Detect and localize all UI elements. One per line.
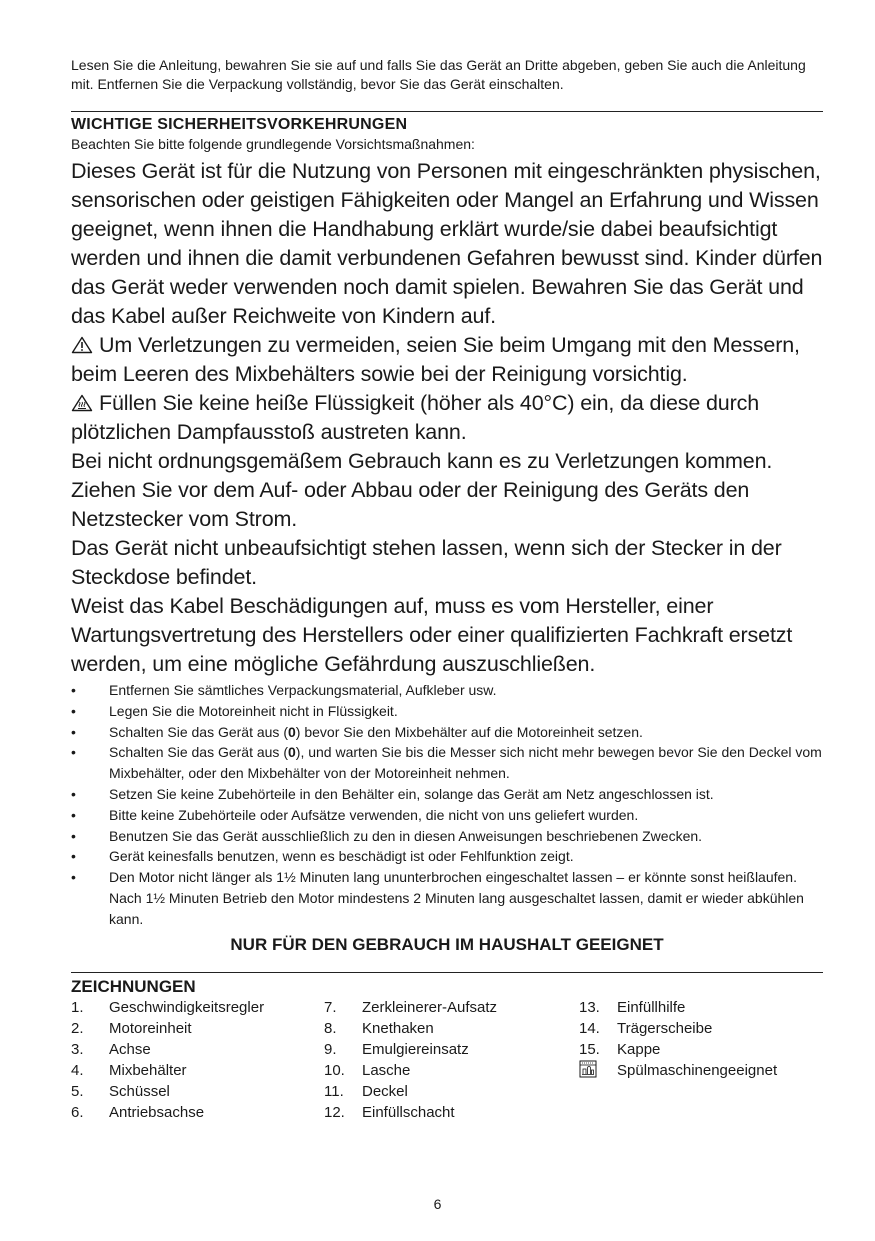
parts-list — [71, 997, 823, 1123]
list-item: 7. Zerkleinerer-Aufsatz — [324, 998, 498, 1016]
list-item: 9. Emulgiereinsatz — [324, 1040, 469, 1058]
parts-column-1 — [71, 997, 324, 1123]
list-item: • Gerät keinesfalls benutzen, wenn es beschädigt ist oder Fehlfunktion zeigt. — [71, 846, 823, 867]
blades-paragraph — [71, 331, 823, 389]
list-item: • Bitte keine Zubehörteile oder Aufsätze verwenden, die nicht von uns geliefert wurden. — [71, 805, 823, 826]
bullet-marker: • — [71, 702, 76, 719]
parts-column-2 — [324, 997, 579, 1123]
bullet-marker: • — [71, 806, 76, 823]
household-only-notice: NUR FÜR DEN GEBRAUCH IM HAUSHALT GEEIGNET — [230, 934, 664, 954]
misuse-paragraph: Bei nicht ordnungsgemäßem Gebrauch kann es zu Verletzungen kommen. — [71, 449, 773, 473]
list-item: 4. Mixbehälter — [71, 1061, 187, 1079]
hot-liquid-paragraph — [71, 389, 823, 447]
list-item: • Entfernen Sie sämtliches Verpackungsmaterial, Aufkleber usw. — [71, 680, 823, 701]
safety-title: WICHTIGE SICHERHEITSVORKEHRUNGEN — [71, 116, 408, 133]
bullet-marker: • — [71, 682, 76, 698]
dishwasher-icon — [579, 1060, 597, 1078]
hot-liquid-text: Füllen Sie keine heiße Flüssigkeit (höher als 40°C) ein, da diese durch plötzlichen Dampfausstoß austreten kann. — [71, 391, 760, 444]
section-divider — [71, 972, 823, 973]
list-item: • Setzen Sie keine Zubehörteile in den Behälter ein, solange das Gerät am Netz angeschlossen ist. — [71, 784, 823, 805]
list-item: • Schalten Sie das Gerät aus (0) bevor Sie den Mixbehälter auf die Motoreinheit setzen. — [71, 722, 823, 743]
unattended-paragraph: Das Gerät nicht unbeaufsichtigt stehen lassen, wenn sich der Stecker in der Steckdose befindet. — [71, 536, 782, 589]
bullet-marker: • — [71, 827, 76, 844]
blades-text: Um Verletzungen zu vermeiden, seien Sie beim Umgang mit den Messern, beim Leeren des Mixbehälters sowie bei der Reinigung vorsichtig. — [71, 333, 800, 386]
list-item: 5. Schüssel — [71, 1082, 170, 1100]
parts-column-3 — [579, 997, 823, 1123]
bullet-marker: • — [71, 869, 76, 886]
page-number: 6 — [433, 1196, 442, 1212]
list-item: • Benutzen Sie das Gerät ausschließlich zu den in diesen Anweisungen beschriebenen Zwecken. — [71, 826, 823, 847]
list-item: 1. Geschwindigkeitsregler — [71, 998, 265, 1016]
list-item: 3. Achse — [71, 1040, 151, 1058]
bullet-marker: • — [71, 785, 76, 802]
warning-icon — [71, 336, 93, 354]
persons-paragraph: Dieses Gerät ist für die Nutzung von Personen mit eingeschränkten physischen, sensorischen oder geistigen Fähigkeiten oder Mangel an Erfahrung und Wissen geeignet, wenn ihnen die Handhabung erklärt wurde/sie dabei beaufsichtigt werden und ihnen die damit verbundenen Gefahren bewusst sind. Kinder dürfen das Gerät weder verwenden noch damit spielen. Bewahren Sie das Gerät und das Kabel außer Reichweite von Kindern auf. — [71, 159, 823, 328]
dishwasher-safe-item — [579, 1060, 823, 1081]
list-item: • Den Motor nicht länger als 1½ Minuten lang ununterbrochen eingeschaltet lassen – er könnte sonst heißlaufen. Nach 1½ Minuten Betrieb den Motor mindestens 2 Minuten lang ausgeschaltet lassen, damit er wieder abkühlen kann. — [71, 869, 804, 927]
section-divider — [71, 111, 823, 112]
unplug-paragraph: Ziehen Sie vor dem Auf- oder Abbau oder der Reinigung des Geräts den Netzstecker vom Strom. — [71, 478, 750, 531]
list-item: 15. Kappe — [579, 1040, 661, 1058]
list-item: 13. Einfüllhilfe — [579, 998, 686, 1016]
cable-paragraph: Weist das Kabel Beschädigungen auf, muss es vom Hersteller, einer Wartungsvertretung des Herstellers oder einer qualifizierten Fachkraft ersetzt werden, um eine mögliche Gefährdung auszuschließen. — [71, 594, 793, 676]
bullet-marker: • — [71, 848, 76, 865]
list-item: 14. Trägerscheibe — [579, 1019, 713, 1037]
safety-subtitle: Beachten Sie bitte folgende grundlegende Vorsichtsmaßnahmen: — [71, 136, 475, 152]
list-item: • Schalten Sie das Gerät aus (0), und warten Sie bis die Messer sich nicht mehr bewegen bevor Sie den Deckel vom Mixbehälter, oder den Mixbehälter von der Motoreinheit nehmen. — [71, 744, 822, 782]
list-item: 2. Motoreinheit — [71, 1019, 192, 1037]
bullet-marker: • — [71, 723, 76, 740]
hot-surface-warning-icon — [71, 394, 93, 412]
intro-text: Lesen Sie die Anleitung, bewahren Sie sie auf und falls Sie das Gerät an Dritte abgeben, geben Sie auch die Anleitung mit. Entfernen Sie die Verpackung vollständig, bevor Sie das Gerät einschalten. — [71, 57, 806, 92]
list-item: 12. Einfüllschacht — [324, 1103, 455, 1121]
drawings-title: ZEICHNUNGEN — [71, 976, 196, 996]
document-page — [71, 56, 823, 1123]
dishwasher-safe-label: Spülmaschinengeeignet — [617, 1061, 778, 1079]
list-item: 10. Lasche — [324, 1061, 411, 1079]
bullet-marker: • — [71, 744, 76, 761]
list-item: 8. Knethaken — [324, 1019, 434, 1037]
list-item: 11. Deckel — [324, 1082, 408, 1100]
safety-bullet-list — [71, 680, 823, 930]
list-item: 6. Antriebsachse — [71, 1103, 205, 1121]
list-item: • Legen Sie die Motoreinheit nicht in Flüssigkeit. — [71, 701, 823, 722]
